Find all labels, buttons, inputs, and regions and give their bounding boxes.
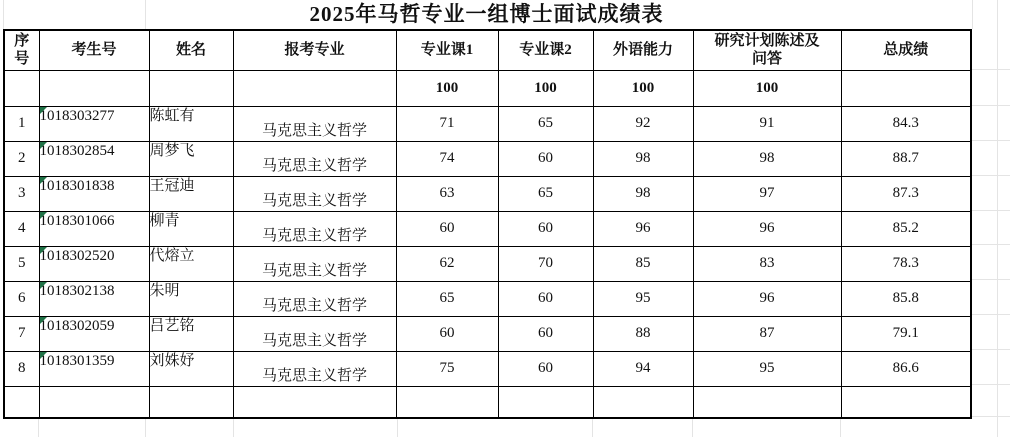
cell-serial[interactable]: 8 [4, 351, 39, 386]
cell-max[interactable] [149, 70, 233, 106]
cell-course2[interactable]: 60 [498, 141, 593, 176]
cell-candidate-id[interactable] [39, 281, 149, 316]
cell-foreign-language[interactable]: 95 [593, 281, 693, 316]
text-format-indicator-icon [40, 177, 47, 184]
cell-empty[interactable] [593, 386, 693, 418]
cell-empty[interactable] [39, 386, 149, 418]
cell-text: 1018302520 [39, 247, 115, 264]
cell-empty[interactable] [841, 386, 971, 418]
cell-empty[interactable] [149, 386, 233, 418]
cell-serial[interactable]: 2 [4, 141, 39, 176]
header-name[interactable]: 姓名 [149, 30, 233, 70]
cell-course2[interactable]: 65 [498, 106, 593, 141]
empty-row [4, 386, 971, 418]
header-label: 序号 [14, 32, 30, 68]
gridline [970, 416, 1010, 417]
table-row [4, 141, 971, 176]
gridline [997, 0, 998, 437]
cell-total-score[interactable]: 78.3 [841, 246, 971, 281]
gridline [840, 417, 841, 437]
cell-course1[interactable]: 74 [396, 141, 498, 176]
cell-empty[interactable] [233, 386, 396, 418]
cell-course1[interactable]: 71 [396, 106, 498, 141]
gridline [970, 140, 1010, 141]
cell-major[interactable]: 马克思主义哲学 [233, 176, 396, 211]
score-table [3, 29, 972, 419]
cell-name[interactable]: 刘姝妤 [149, 351, 233, 386]
header-course2[interactable]: 专业课2 [498, 30, 593, 70]
cell-max[interactable]: 100 [396, 70, 498, 106]
cell-text: 1018301359 [39, 352, 115, 369]
table-row [4, 281, 971, 316]
cell-name[interactable]: 吕艺铭 [149, 316, 233, 351]
cell-name[interactable]: 柳青 [149, 211, 233, 246]
cell-research-plan[interactable]: 97 [693, 176, 841, 211]
cell-foreign-language[interactable]: 98 [593, 176, 693, 211]
gridline [970, 175, 1010, 176]
header-research-plan[interactable] [693, 30, 841, 70]
table-row [4, 316, 971, 351]
cell-max[interactable]: 100 [693, 70, 841, 106]
table-row [4, 176, 971, 211]
cell-max[interactable] [841, 70, 971, 106]
cell-foreign-language[interactable]: 85 [593, 246, 693, 281]
cell-serial[interactable]: 5 [4, 246, 39, 281]
text-format-indicator-icon [40, 317, 47, 324]
cell-foreign-language[interactable]: 88 [593, 316, 693, 351]
cell-name[interactable]: 代熔立 [149, 246, 233, 281]
cell-serial[interactable]: 3 [4, 176, 39, 211]
gridline [970, 105, 1010, 106]
cell-course2[interactable]: 60 [498, 211, 593, 246]
cell-text: 1018302854 [39, 142, 115, 159]
cell-empty[interactable] [4, 386, 39, 418]
cell-text: 1018301838 [39, 177, 115, 194]
cell-candidate-id[interactable] [39, 106, 149, 141]
cell-major[interactable]: 马克思主义哲学 [233, 316, 396, 351]
header-label: 研究计划陈述及问答 [714, 32, 820, 68]
cell-name[interactable]: 朱明 [149, 281, 233, 316]
cell-course1[interactable]: 75 [396, 351, 498, 386]
cell-foreign-language[interactable]: 96 [593, 211, 693, 246]
cell-course1[interactable]: 60 [396, 211, 498, 246]
header-candidate-id[interactable]: 考生号 [39, 30, 149, 70]
gridline [970, 314, 1010, 315]
text-format-indicator-icon [40, 282, 47, 289]
cell-max[interactable] [4, 70, 39, 106]
cell-candidate-id[interactable] [39, 141, 149, 176]
cell-name[interactable]: 周梦飞 [149, 141, 233, 176]
cell-course2[interactable]: 60 [498, 281, 593, 316]
cell-max[interactable]: 100 [498, 70, 593, 106]
gridline [38, 417, 39, 437]
cell-candidate-id[interactable] [39, 316, 149, 351]
gridline [592, 417, 593, 437]
cell-foreign-language[interactable]: 98 [593, 141, 693, 176]
cell-major[interactable]: 马克思主义哲学 [233, 141, 396, 176]
cell-total-score[interactable]: 88.7 [841, 141, 971, 176]
table-row [4, 351, 971, 386]
table-row [4, 211, 971, 246]
cell-candidate-id[interactable] [39, 246, 149, 281]
table-row [4, 106, 971, 141]
cell-total-score[interactable]: 84.3 [841, 106, 971, 141]
cell-foreign-language[interactable]: 92 [593, 106, 693, 141]
cell-research-plan[interactable]: 96 [693, 211, 841, 246]
cell-serial[interactable]: 6 [4, 281, 39, 316]
cell-max[interactable] [233, 70, 396, 106]
cell-serial[interactable]: 4 [4, 211, 39, 246]
cell-course1[interactable]: 60 [396, 316, 498, 351]
cell-serial[interactable]: 7 [4, 316, 39, 351]
header-major[interactable]: 报考专业 [233, 30, 396, 70]
cell-research-plan[interactable]: 91 [693, 106, 841, 141]
cell-text: 1018302138 [39, 282, 115, 299]
gridline [233, 417, 234, 437]
cell-total-score[interactable]: 85.2 [841, 211, 971, 246]
cell-major[interactable]: 马克思主义哲学 [233, 281, 396, 316]
cell-major[interactable]: 马克思主义哲学 [233, 246, 396, 281]
cell-course2[interactable]: 65 [498, 176, 593, 211]
cell-candidate-id[interactable] [39, 351, 149, 386]
cell-serial[interactable]: 1 [4, 106, 39, 141]
gridline [692, 417, 693, 437]
text-format-indicator-icon [40, 107, 47, 114]
cell-research-plan[interactable]: 95 [693, 351, 841, 386]
cell-max[interactable]: 100 [593, 70, 693, 106]
cell-course2[interactable]: 60 [498, 351, 593, 386]
cell-empty[interactable] [693, 386, 841, 418]
gridline [972, 0, 973, 29]
cell-candidate-id[interactable] [39, 211, 149, 246]
gridline [145, 417, 146, 437]
cell-empty[interactable] [396, 386, 498, 418]
gridline [970, 349, 1010, 350]
cell-course1[interactable]: 65 [396, 281, 498, 316]
cell-major[interactable]: 马克思主义哲学 [233, 211, 396, 246]
gridline [970, 210, 1010, 211]
cell-total-score[interactable]: 86.6 [841, 351, 971, 386]
cell-name[interactable]: 王冠迪 [149, 176, 233, 211]
cell-text: 1018303277 [39, 107, 115, 124]
cell-max[interactable] [39, 70, 149, 106]
gridline [970, 279, 1010, 280]
cell-course2[interactable]: 60 [498, 316, 593, 351]
cell-total-score[interactable]: 79.1 [841, 316, 971, 351]
cell-course1[interactable]: 63 [396, 176, 498, 211]
cell-text: 1018302059 [39, 317, 115, 334]
cell-total-score[interactable]: 87.3 [841, 176, 971, 211]
cell-course1[interactable]: 62 [396, 246, 498, 281]
header-row [4, 30, 971, 70]
page-title[interactable]: 2025年马哲专业一组博士面试成绩表 [309, 2, 664, 26]
gridline [970, 244, 1010, 245]
text-format-indicator-icon [40, 212, 47, 219]
gridline [397, 417, 398, 437]
cell-empty[interactable] [498, 386, 593, 418]
cell-text: 1018301066 [39, 212, 115, 229]
cell-name[interactable]: 陈虹有 [149, 106, 233, 141]
table-row [4, 246, 971, 281]
cell-major[interactable]: 马克思主义哲学 [233, 351, 396, 386]
header-serial[interactable] [4, 30, 39, 70]
text-format-indicator-icon [40, 247, 47, 254]
text-format-indicator-icon [40, 352, 47, 359]
header-foreign-language[interactable]: 外语能力 [593, 30, 693, 70]
header-course1[interactable]: 专业课1 [396, 30, 498, 70]
header-total-score[interactable]: 总成绩 [841, 30, 971, 70]
max-score-row [4, 70, 971, 106]
cell-total-score[interactable]: 85.8 [841, 281, 971, 316]
gridline [970, 69, 1010, 70]
cell-research-plan[interactable]: 98 [693, 141, 841, 176]
cell-research-plan[interactable]: 96 [693, 281, 841, 316]
cell-research-plan[interactable]: 83 [693, 246, 841, 281]
cell-foreign-language[interactable]: 94 [593, 351, 693, 386]
cell-research-plan[interactable]: 87 [693, 316, 841, 351]
gridline [970, 384, 1010, 385]
cell-major[interactable]: 马克思主义哲学 [233, 106, 396, 141]
text-format-indicator-icon [40, 142, 47, 149]
cell-course2[interactable]: 70 [498, 246, 593, 281]
cell-candidate-id[interactable] [39, 176, 149, 211]
